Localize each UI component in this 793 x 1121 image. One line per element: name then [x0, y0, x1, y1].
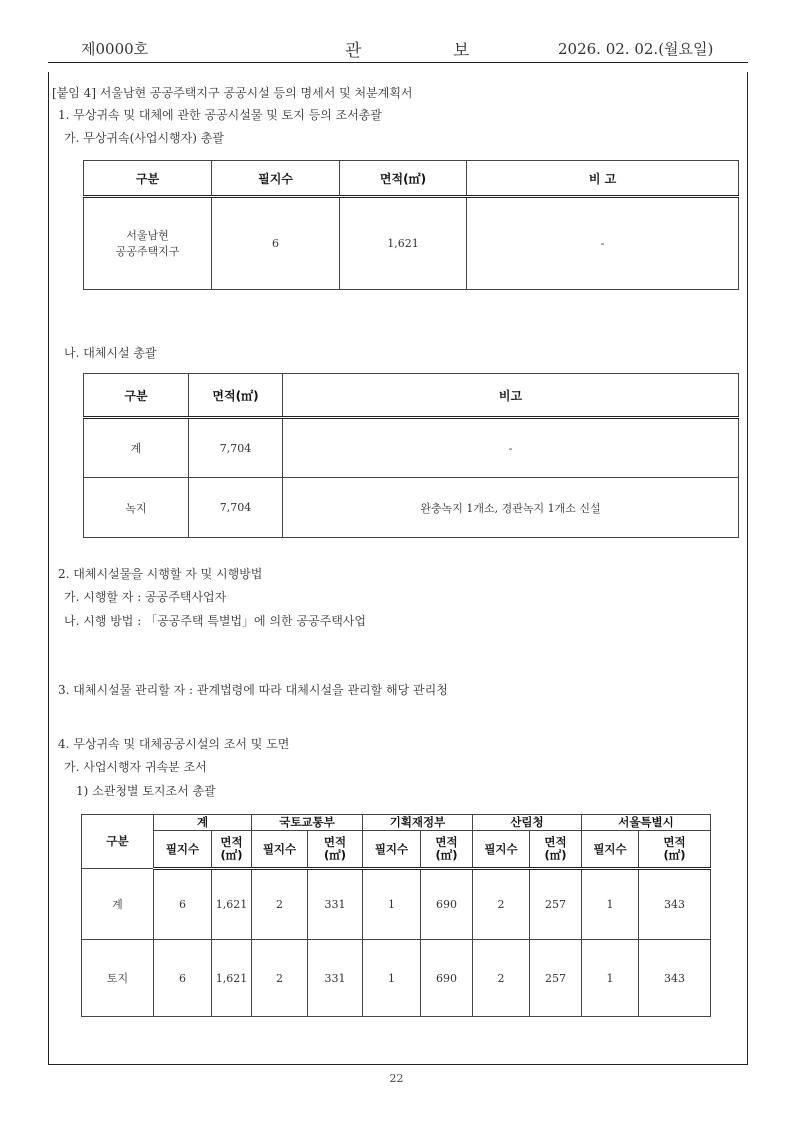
table2-cell-remarks: 완충녹지 1개소, 경관녹지 1개소 신설 [283, 478, 739, 538]
table2-cell-area: 7,704 [189, 418, 283, 478]
table1-cell-area: 1,621 [340, 197, 467, 290]
table1-cell-parcels: 6 [212, 197, 340, 290]
table3-cell: 2 [252, 940, 308, 1017]
table3-group-seoul: 서울특별시 [582, 815, 711, 831]
section-2-heading: 2. 대체시설물을 시행할 자 및 시행방법 [58, 567, 263, 581]
table-row [84, 418, 739, 478]
table3-group-molit: 국토교통부 [252, 815, 363, 831]
table3-sub-parcels: 필지수 [252, 831, 308, 869]
table3-cell: 257 [530, 869, 582, 940]
table1-cell-remarks: - [467, 197, 739, 290]
attachment-title: [붙임 4] 서울남현 공공주택지구 공공시설 등의 명세서 및 처분계획서 [52, 86, 413, 100]
table3-sub-parcels: 필지수 [154, 831, 212, 869]
section-3-text: 3. 대체시설물 관리할 자 : 관계법령에 따라 대체시설을 관리할 해당 관리청 [58, 683, 448, 697]
table3-cell: 690 [421, 940, 473, 1017]
table3-cell: 343 [639, 869, 711, 940]
table1-header-parcels: 필지수 [212, 161, 340, 197]
table3-sub-parcels: 필지수 [582, 831, 639, 869]
table3-cell: 1,621 [212, 869, 252, 940]
section-4-heading: 4. 무상귀속 및 대체공공시설의 조서 및 도면 [58, 737, 290, 751]
table3-cell: 2 [473, 869, 530, 940]
table3-cell: 1 [582, 940, 639, 1017]
table3-cell: 257 [530, 940, 582, 1017]
table3-cell: 331 [308, 869, 363, 940]
table3-cell: 2 [473, 940, 530, 1017]
table3-cell: 343 [639, 940, 711, 1017]
section-4a1-heading: 1) 소관청별 토지조서 총괄 [76, 784, 216, 798]
section-2b-text: 나. 시행 방법 : 「공공주택 특별법」에 의한 공공주택사업 [64, 614, 366, 628]
table-row [82, 869, 711, 940]
table3-cell: 690 [421, 869, 473, 940]
table3-cell: 1 [582, 869, 639, 940]
section-1b-heading: 나. 대체시설 총괄 [64, 346, 157, 360]
table3-cell: 계 [82, 869, 154, 940]
table1-header-category: 구분 [84, 161, 212, 197]
table2-cell-area: 7,704 [189, 478, 283, 538]
table2-header-remarks: 비고 [283, 374, 739, 418]
table3-sub-parcels: 필지수 [363, 831, 421, 869]
issue-date: 2026. 02. 02.(월요일) [558, 40, 714, 58]
table3-sub-area: 면적 (㎡) [421, 831, 473, 869]
table1-header-remarks: 비 고 [467, 161, 739, 197]
table-row [84, 478, 739, 538]
section-1a-heading: 가. 무상귀속(사업시행자) 총괄 [64, 131, 224, 145]
gazette-title-left: 관 [345, 41, 362, 61]
table3-sub-area: 면적 (㎡) [212, 831, 252, 869]
gazette-title-right: 보 [453, 41, 470, 61]
table3-cell: 6 [154, 940, 212, 1017]
table3-cell: 1,621 [212, 940, 252, 1017]
table2-header-category: 구분 [84, 374, 189, 418]
table3-sub-area: 면적 (㎡) [639, 831, 711, 869]
table-row [84, 197, 739, 290]
table3-group-mof: 기획재정부 [363, 815, 473, 831]
table3-sub-area: 면적 (㎡) [530, 831, 582, 869]
table3-cell: 1 [363, 869, 421, 940]
table3-cell: 토지 [82, 940, 154, 1017]
table3-sub-parcels: 필지수 [473, 831, 530, 869]
section-2a-text: 가. 시행할 자 : 공공주택사업자 [64, 590, 227, 604]
table2-cell-category: 계 [84, 418, 189, 478]
table2-cell-remarks: - [283, 418, 739, 478]
table3-cell: 6 [154, 869, 212, 940]
table3-group-total: 계 [154, 815, 252, 831]
issue-number: 제0000호 [81, 40, 149, 58]
table3-cell: 331 [308, 940, 363, 1017]
table-replacement-summary [83, 373, 739, 538]
table1-header-area: 면적(㎡) [340, 161, 467, 197]
table3-sub-area: 면적 (㎡) [308, 831, 363, 869]
header-divider [48, 62, 748, 63]
page-number: 22 [389, 1072, 404, 1085]
table3-header-category: 구분 [82, 815, 154, 869]
table-row [82, 940, 711, 1017]
table-free-reversion-summary [83, 160, 739, 290]
table2-cell-category: 녹지 [84, 478, 189, 538]
table3-cell: 2 [252, 869, 308, 940]
section-4a-heading: 가. 사업시행자 귀속분 조서 [64, 760, 207, 774]
table2-header-area: 면적(㎡) [189, 374, 283, 418]
table3-cell: 1 [363, 940, 421, 1017]
section-1-heading: 1. 무상귀속 및 대체에 관한 공공시설물 및 토지 등의 조서총괄 [58, 108, 382, 122]
table3-group-forest: 산림청 [473, 815, 582, 831]
table-land-by-agency [81, 814, 711, 1017]
table1-cell-district: 서울남현 공공주택지구 [84, 197, 212, 290]
